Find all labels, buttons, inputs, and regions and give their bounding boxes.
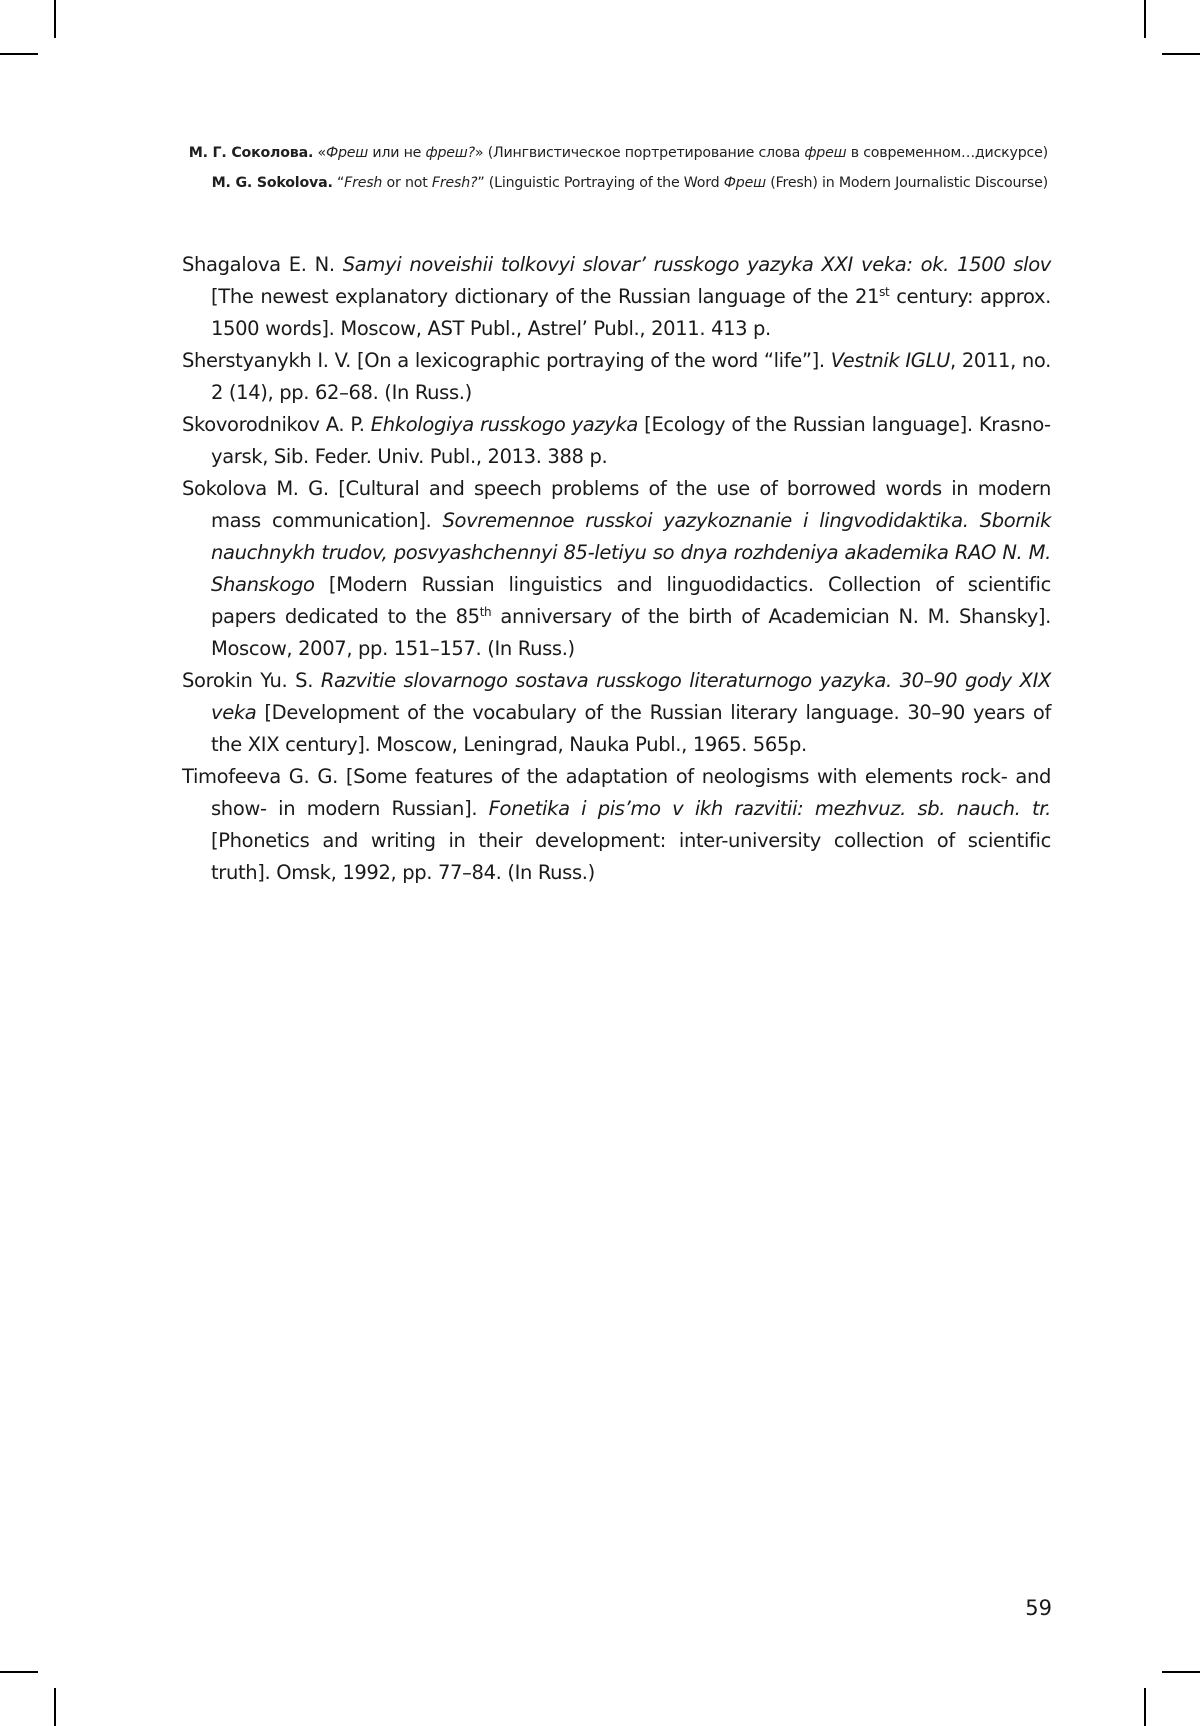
crop-mark-top-right-horizontal (1162, 53, 1200, 55)
reference-list (182, 249, 1051, 889)
crop-mark-top-left-horizontal (0, 53, 38, 55)
page-number: 59 (1025, 1596, 1052, 1620)
crop-mark-bottom-left-horizontal (0, 1671, 38, 1673)
running-head-english: M. G. Sokolova. “Fresh or not Fresh?” (Linguistic Portraying of the Word Фреш (Fresh) in Modern Journalistic Discourse) (211, 175, 1048, 191)
reference-sherstyanykh: Sherstyanykh I. V. [On a lexicographic portraying of the word “life”]. Vestnik IGLU, 2011, no. 2 (14), pp. 62–68. (In Russ.) (182, 349, 1052, 404)
crop-mark-bottom-left-vertical (54, 1688, 56, 1726)
crop-mark-bottom-right-horizontal (1162, 1671, 1200, 1673)
reference-sokolova: Sokolova M. G. [Cultural and speech problems of the use of borrowed words in modern mass communication]. Sovremennoe russkoi yazykoznanie i lingvodidaktika. Sbornik nauchnykh trudov, posvyashchennyi 85-letiyu so dnya rozhdeniya akademika RAO N. M. Shanskogo [Modern Russian linguistics and linguodidactics. Collection of scientific papers dedicated to the 85th anniversary of the birth of Academician N. M. Shansky]. Moscow, 2007, pp. 151–157. (In Russ.) (182, 477, 1052, 660)
crop-mark-bottom-right-vertical (1144, 1688, 1146, 1726)
crop-mark-top-right-vertical (1144, 0, 1146, 38)
running-head-author-en: M. G. Sokolova. (211, 175, 333, 191)
reference-sorokin: Sorokin Yu. S. Razvitie slovarnogo sostava russkogo literaturnogo yazyka. 30–90 gody XIX veka [Development of the vocabulary of the Russian literary language. 30–90 years of the XIX century]. Moscow, Leningrad, Nauka Publ., 1965. 565p. (182, 669, 1051, 756)
running-head (189, 138, 1048, 198)
reference-timofeeva: Timofeeva G. G. [Some features of the adaptation of neologisms with elements rock- and show- in modern Russian]. Fonetika i pis’mo v ikh razvitii: mezhvuz. sb. nauch. tr. [Phonetics and writing in their development: inter-university collection of scientific truth]. Omsk, 1992, pp. 77–84. (In Russ.) (182, 765, 1051, 884)
reference-shagalova: Shagalova E. N. Samyi noveishii tolkovyi slovar’ russkogo yazyka XXI veka: ok. 1500 slov [The newest explanatory dictionary of the Russian language of the 21st century: approx. 1500 words]. Moscow, AST Publ., Astrel’ Publ., 2011. 413 p. (182, 253, 1051, 340)
reference-skovorodnikov: Skovorodnikov A. P. Ehkologiya russkogo yazyka [Ecology of the Russian language]. Krasnoyarsk, Sib. Feder. Univ. Publ., 2013. 388 p. (182, 413, 1051, 468)
running-head-russian: М. Г. Соколова. «Фреш или не фреш?» (Лингвистическое портретирование слова фреш в современном…дискурсе) (188, 145, 1048, 161)
running-head-author-ru: М. Г. Соколова. (188, 145, 314, 161)
crop-mark-top-left-vertical (54, 0, 56, 38)
